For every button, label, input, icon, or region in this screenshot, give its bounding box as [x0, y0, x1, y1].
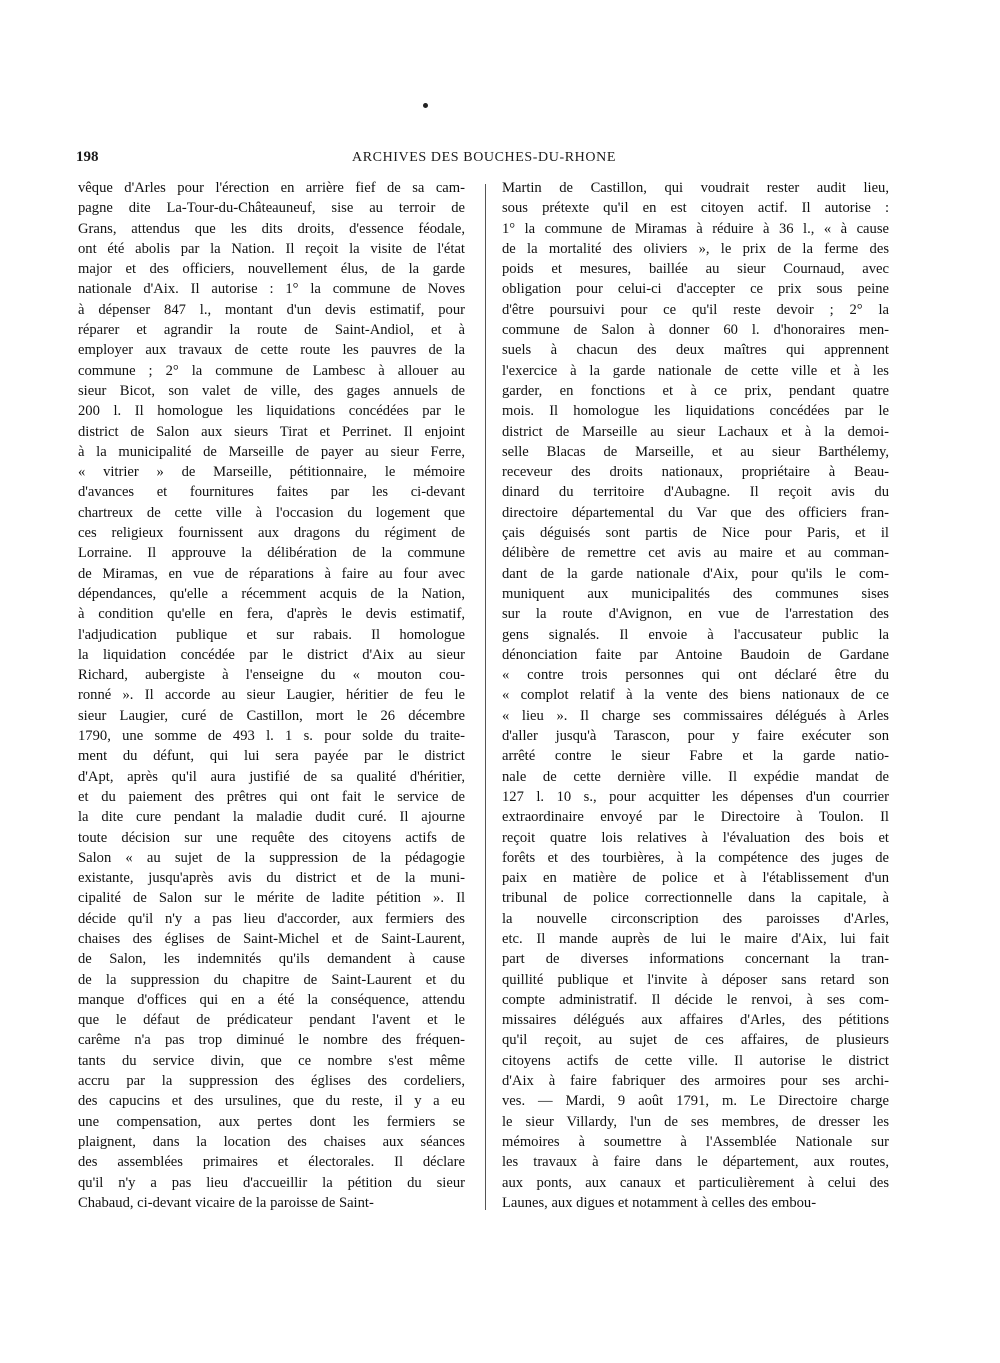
text-line: sieur Laugier, curé de Castillon, mort le 26 décembre [78, 707, 465, 724]
text-line: nale de cette dernière ville. Il expédie mandat de [502, 768, 889, 785]
text-line: part de diverses informations concernant la tran- [502, 951, 889, 968]
text-line: aux ponts, aux canaux et particulièrement à celui des [502, 1174, 889, 1191]
text-line: de la suppression du chapitre de Saint-Laurent et du [78, 971, 465, 988]
text-line: d'être poursuivi pour ce qu'il reste devoir ; 2° la [502, 301, 889, 318]
text-line: gens signalés. Il envoie à l'accusateur public la [502, 626, 889, 643]
text-line: suels à chacun des deux maîtres qui apprennent [502, 342, 889, 359]
text-line: directoire départemental du Var que des officiers fran- [502, 504, 889, 521]
text-line: Richard, aubergiste à l'enseigne du « mouton cou- [78, 667, 465, 684]
text-line: Grans, attendus que les dits droits, d'essence féodale, [78, 220, 465, 237]
text-line: Lorraine. Il approuve la délibération de la commune [78, 545, 465, 562]
text-line: district de Salon aux sieurs Tirat et Perrinet. Il enjoint [78, 423, 465, 440]
text-line: la dite cure pendant la maladie dudit curé. Il ajourne [78, 809, 465, 826]
text-line: sur la route d'Avignon, en vue de l'arrestation des [502, 606, 889, 623]
text-line: la nouvelle circonscription des paroisses d'Arles, [502, 910, 889, 927]
text-line: arrêté contre le sieur Fabre et la garde natio- [502, 748, 889, 765]
text-line: sous prétexte qu'il en est citoyen actif. Il autorise : [502, 200, 889, 217]
right-text-column [502, 178, 889, 1213]
text-line: Martin de Castillon, qui voudrait rester audit lieu, [502, 180, 889, 196]
text-line: nationale d'Aix. Il autorise : 1° la commune de Noves [78, 281, 465, 298]
text-line: qu'il n'y a pas lieu d'accueillir la pétition du sieur [78, 1174, 465, 1191]
text-line: obligation pour celui-ci d'accepter ce prix sous peine [502, 281, 889, 298]
text-line: selle Blacas de Marseille, et au sieur Barthélemy, [502, 443, 889, 460]
column-divider [485, 184, 486, 1210]
text-line: et du paiement des prêtres qui ont fait le service de [78, 788, 465, 805]
text-line: reçoit quatre lois relatives à l'évaluation des bois et [502, 829, 889, 846]
text-line: sieur Bicot, son valet de ville, des gages annuels de [78, 382, 465, 399]
text-line: « lieu ». Il charge ses commissaires délégués à Arles [502, 707, 889, 724]
text-line: 1790, une somme de 493 l. 1 s. pour solde du traite- [78, 728, 465, 745]
text-line: d'aller jusqu'à Tarascon, pour y faire exécuter son [502, 728, 889, 745]
text-line: ves. — Mardi, 9 août 1791, m. Le Directoire charge [502, 1093, 889, 1110]
text-line: « contre trois personnes qui ont déclaré être du [502, 667, 889, 684]
text-line: manque d'offices qui en a été la conséquence, attendu [78, 991, 465, 1008]
ink-dot [423, 103, 428, 108]
text-line: Salon « au sujet de la suppression de la pédagogie [78, 849, 465, 866]
text-line: à dépenser 847 l., montant d'un devis estimatif, pour [78, 301, 465, 318]
text-line: dinard du territoire d'Aubagne. Il reçoit avis du [502, 484, 889, 501]
text-line: existante, jusqu'après avis du district et de la muni- [78, 870, 465, 887]
text-line: dénonciation faite par Antoine Baudoin de Gardane [502, 646, 889, 663]
text-line: l'adjudication publique et sur rabais. Il homologue [78, 626, 465, 643]
text-line: pagne dite La-Tour-du-Châteauneuf, sise au terroir de [78, 200, 465, 217]
text-line: la liquidation concédée par le district d'Aix au sieur [78, 646, 465, 663]
running-title: ARCHIVES DES BOUCHES-DU-RHONE [352, 150, 616, 165]
text-line: des assemblées primaires et électorales. Il déclare [78, 1154, 465, 1171]
text-line: « complot relatif à la vente des biens nationaux de ce [502, 687, 889, 704]
text-line: à la municipalité de Marseille de payer au sieur Ferre, [78, 443, 465, 460]
text-line: chaises des églises de Saint-Michel et de Saint-Laurent, [78, 930, 465, 947]
text-line: commune de Salon à donner 60 l. d'honoraires men- [502, 322, 889, 339]
text-line: les travaux à faire dans le département, aux routes, [502, 1154, 889, 1171]
text-line: chartreux de cette ville à l'occasion du logement que [78, 504, 465, 521]
text-line: d'avances et fournitures faites par les ci-devant [78, 484, 465, 501]
text-line: forêts et des tourbières, à la compétence des juges de [502, 849, 889, 866]
text-line: receveur des droits nationaux, propriétaire à Beau- [502, 464, 889, 481]
text-line: de la mortalité des oliviers », le prix de la ferme des [502, 240, 889, 257]
text-line: missaires délégués aux affaires d'Arles, des pétitions [502, 1012, 889, 1029]
text-line: major et des officiers, nouvellement élus, de la garde [78, 261, 465, 278]
text-line: mois. Il homologue les liquidations concédées par le [502, 403, 889, 420]
text-line: cipalité de Salon sur le mérite de ladite pétition ». Il [78, 890, 465, 907]
text-line: dépendances, qu'elle a récemment acquis de la Nation, [78, 585, 465, 602]
text-line: poids et mesures, baillée au sieur Cournaud, avec [502, 261, 889, 278]
text-line: réparer et agrandir la route de Saint-Andiol, et à [78, 322, 465, 339]
text-line: garder, en fonctions et à ce prix, pendant quatre [502, 382, 889, 399]
text-line: tants du service divin, que ce nombre s'est même [78, 1052, 465, 1069]
text-line: Launes, aux digues et notamment à celles des embou- [502, 1194, 817, 1211]
text-line: compte administratif. Il décide le renvoi, à ses com- [502, 991, 889, 1008]
text-line: « vitrier » de Marseille, pétitionnaire, le mémoire [78, 464, 465, 481]
text-line: Chabaud, ci-devant vicaire de la paroisse de Saint- [78, 1194, 374, 1211]
text-line: ronné ». Il accorde au sieur Laugier, héritier de feu le [78, 687, 465, 704]
text-line: carême n'a pas trop diminué le nombre des fréquen- [78, 1032, 465, 1049]
text-line: délibère de remettre cet avis au maire et au comman- [502, 545, 889, 562]
text-line: toute décision sur une requête des citoyens actifs de [78, 829, 465, 846]
text-line: 1° la commune de Miramas à réduire à 36 l., « à cause [502, 220, 889, 237]
text-line: qu'il reçoit, au sujet de ces affaires, de plusieurs [502, 1032, 889, 1049]
text-line: ces religieux fournissent aux dragons du régiment de [78, 525, 465, 542]
text-line: çais déguisés sont partis de Nice pour Paris, et il [502, 525, 889, 542]
text-line: muniquent aux municipalités des communes sises [502, 585, 889, 602]
text-line: ont été abolis par la Nation. Il reçoit la visite de l'état [78, 240, 465, 257]
text-line: quillité publique et l'invite à déposer sans retard son [502, 971, 889, 988]
text-line: citoyens actifs de cette ville. Il autorise le district [502, 1052, 889, 1069]
text-line: décide qu'il n'y a pas lieu d'accorder, aux fermiers des [78, 910, 465, 927]
text-line: dant de la garde nationale d'Aix, pour qu'ils le com- [502, 565, 889, 582]
text-line: commune ; 2° la commune de Lambesc à allouer au [78, 362, 465, 379]
text-line: paix en matière de police et à l'établissement d'un [502, 870, 889, 887]
text-line: que le défaut de prédicateur pendant l'avent et le [78, 1012, 465, 1029]
text-line: le sieur Villardy, l'un de ses membres, de dresser les [502, 1113, 889, 1130]
left-text-column [78, 178, 465, 1213]
text-line: tribunal de police correctionnelle dans la capitale, à [502, 890, 889, 907]
text-line: ment du défunt, qui lui sera payée par le district [78, 748, 465, 765]
text-line: vêque d'Arles pour l'érection en arrière fief de sa cam- [78, 180, 465, 196]
text-line: à condition qu'elle en fera, d'après le devis estimatif, [78, 606, 465, 623]
text-line: des capucins et des ursulines, que du reste, il y a eu [78, 1093, 465, 1110]
text-line: district de Marseille au sieur Lachaux et à la demoi- [502, 423, 889, 440]
text-line: plaignent, dans la location des chaises aux séances [78, 1133, 465, 1150]
text-line: une compensation, aux pertes dont les fermiers se [78, 1113, 465, 1130]
text-line: accru par la suppression des églises des cordeliers, [78, 1073, 465, 1090]
text-line: etc. Il mande auprès de lui le maire d'Aix, lui fait [502, 930, 889, 947]
text-line: 127 l. 10 s., pour acquitter les dépenses d'un courrier [502, 788, 889, 805]
text-line: de Salon, les indemnités qu'ils demandent à cause [78, 951, 465, 968]
text-line: de Miramas, en vue de réparations à faire au four avec [78, 565, 465, 582]
text-line: l'exercice à la garde nationale de cette ville et à les [502, 362, 889, 379]
text-line: mémoires à soumettre à l'Assemblée Nationale sur [502, 1133, 889, 1150]
text-line: d'Apt, après qu'il aura justifié de sa qualité d'héritier, [78, 768, 465, 785]
text-line: extraordinaire envoyé par le Directoire à Toulon. Il [502, 809, 889, 826]
text-line: 200 l. Il homologue les liquidations concédées par le [78, 403, 465, 420]
text-line: employer aux travaux de cette route les pauvres de la [78, 342, 465, 359]
page-number: 198 [76, 149, 99, 165]
text-line: d'Aix à faire fabriquer des armoires pour ses archi- [502, 1073, 889, 1090]
